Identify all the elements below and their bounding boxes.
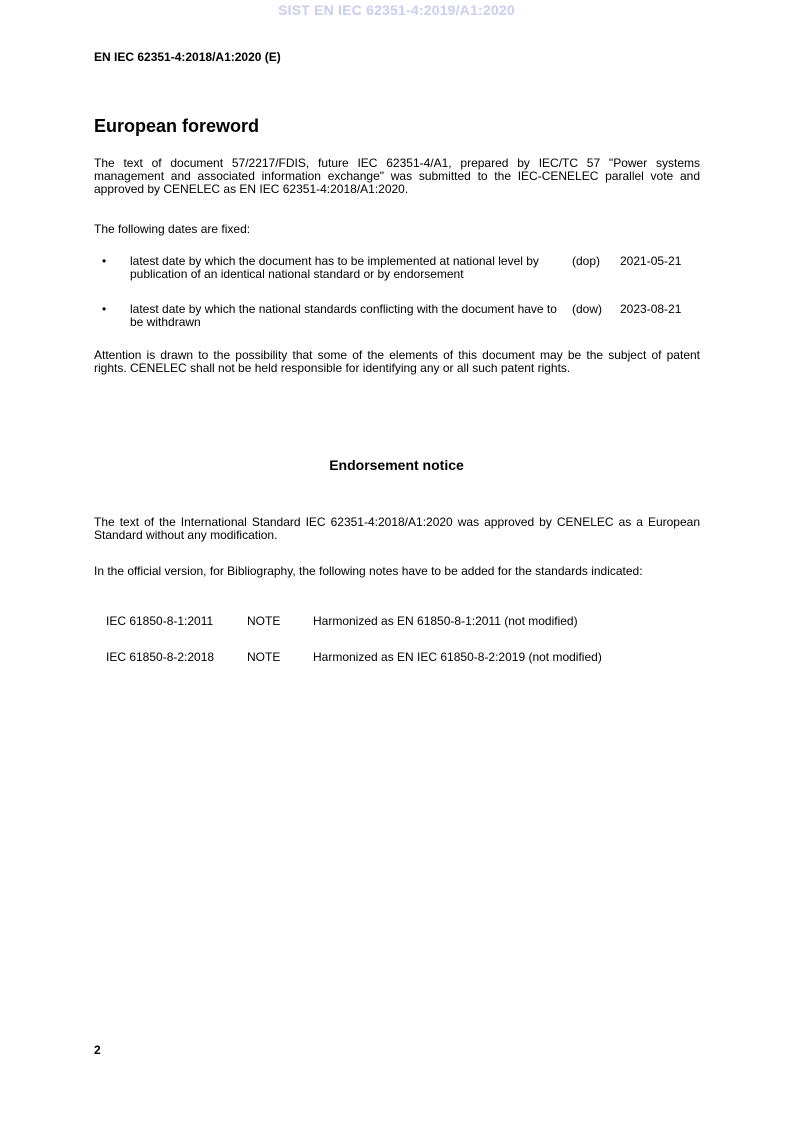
watermark: SIST EN IEC 62351-4:2019/A1:2020 xyxy=(278,2,515,18)
patent-attention-paragraph: Attention is drawn to the possibility that some of the elements of this document may be the subject of patent rights. CENELEC shall not be held responsible for identifying any or all such patent rights. xyxy=(94,348,700,375)
note-standard: IEC 61850-8-1:2011 xyxy=(106,614,214,628)
endorsement-text-paragraph: The text of the International Standard IEC 62351-4:2018/A1:2020 was approved by CENELEC as a European Standard without any modification. xyxy=(94,515,700,542)
date-item-text: latest date by which the document has to be implemented at national level by publication of an identical national standard or by endorsement xyxy=(130,254,539,281)
dates-intro-paragraph: The following dates are fixed: xyxy=(94,222,251,236)
note-label: NOTE xyxy=(247,650,281,664)
note-description: Harmonized as EN 61850-8-1:2011 (not modified) xyxy=(313,614,578,628)
european-foreword-heading: European foreword xyxy=(94,116,260,136)
date-item-text: latest date by which the national standards conflicting with the document have to be withdrawn xyxy=(130,302,557,329)
bibliography-note-row xyxy=(106,614,706,630)
bibliography-intro-paragraph: In the official version, for Bibliography, the following notes have to be added for the standards indicated: xyxy=(94,564,643,578)
bullet-icon: • xyxy=(102,302,107,316)
date-item-abbreviation: (dop) xyxy=(572,254,601,268)
bullet-icon: • xyxy=(102,254,107,268)
foreword-intro-paragraph: The text of document 57/2217/FDIS, future IEC 62351-4/A1, prepared by IEC/TC 57 "Power systems management and associated information exchange" was submitted to the IEC-CENELEC parallel vote and approved by CENELEC as EN IEC 62351-4:2018/A1:2020. xyxy=(94,156,700,196)
note-label: NOTE xyxy=(247,614,281,628)
note-standard: IEC 61850-8-2:2018 xyxy=(106,650,215,664)
date-item-value: 2021-05-21 xyxy=(620,254,682,268)
bibliography-note-row xyxy=(106,650,706,666)
date-item-dop xyxy=(94,255,700,285)
endorsement-notice-heading: Endorsement notice xyxy=(329,457,464,473)
page-number: 2 xyxy=(94,1043,101,1057)
document-id-header: EN IEC 62351-4:2018/A1:2020 (E) xyxy=(94,50,281,64)
date-item-value: 2023-08-21 xyxy=(620,302,682,316)
note-description: Harmonized as EN IEC 61850-8-2:2019 (not modified) xyxy=(313,650,602,664)
date-item-abbreviation: (dow) xyxy=(572,302,603,316)
date-item-dow xyxy=(94,303,700,333)
